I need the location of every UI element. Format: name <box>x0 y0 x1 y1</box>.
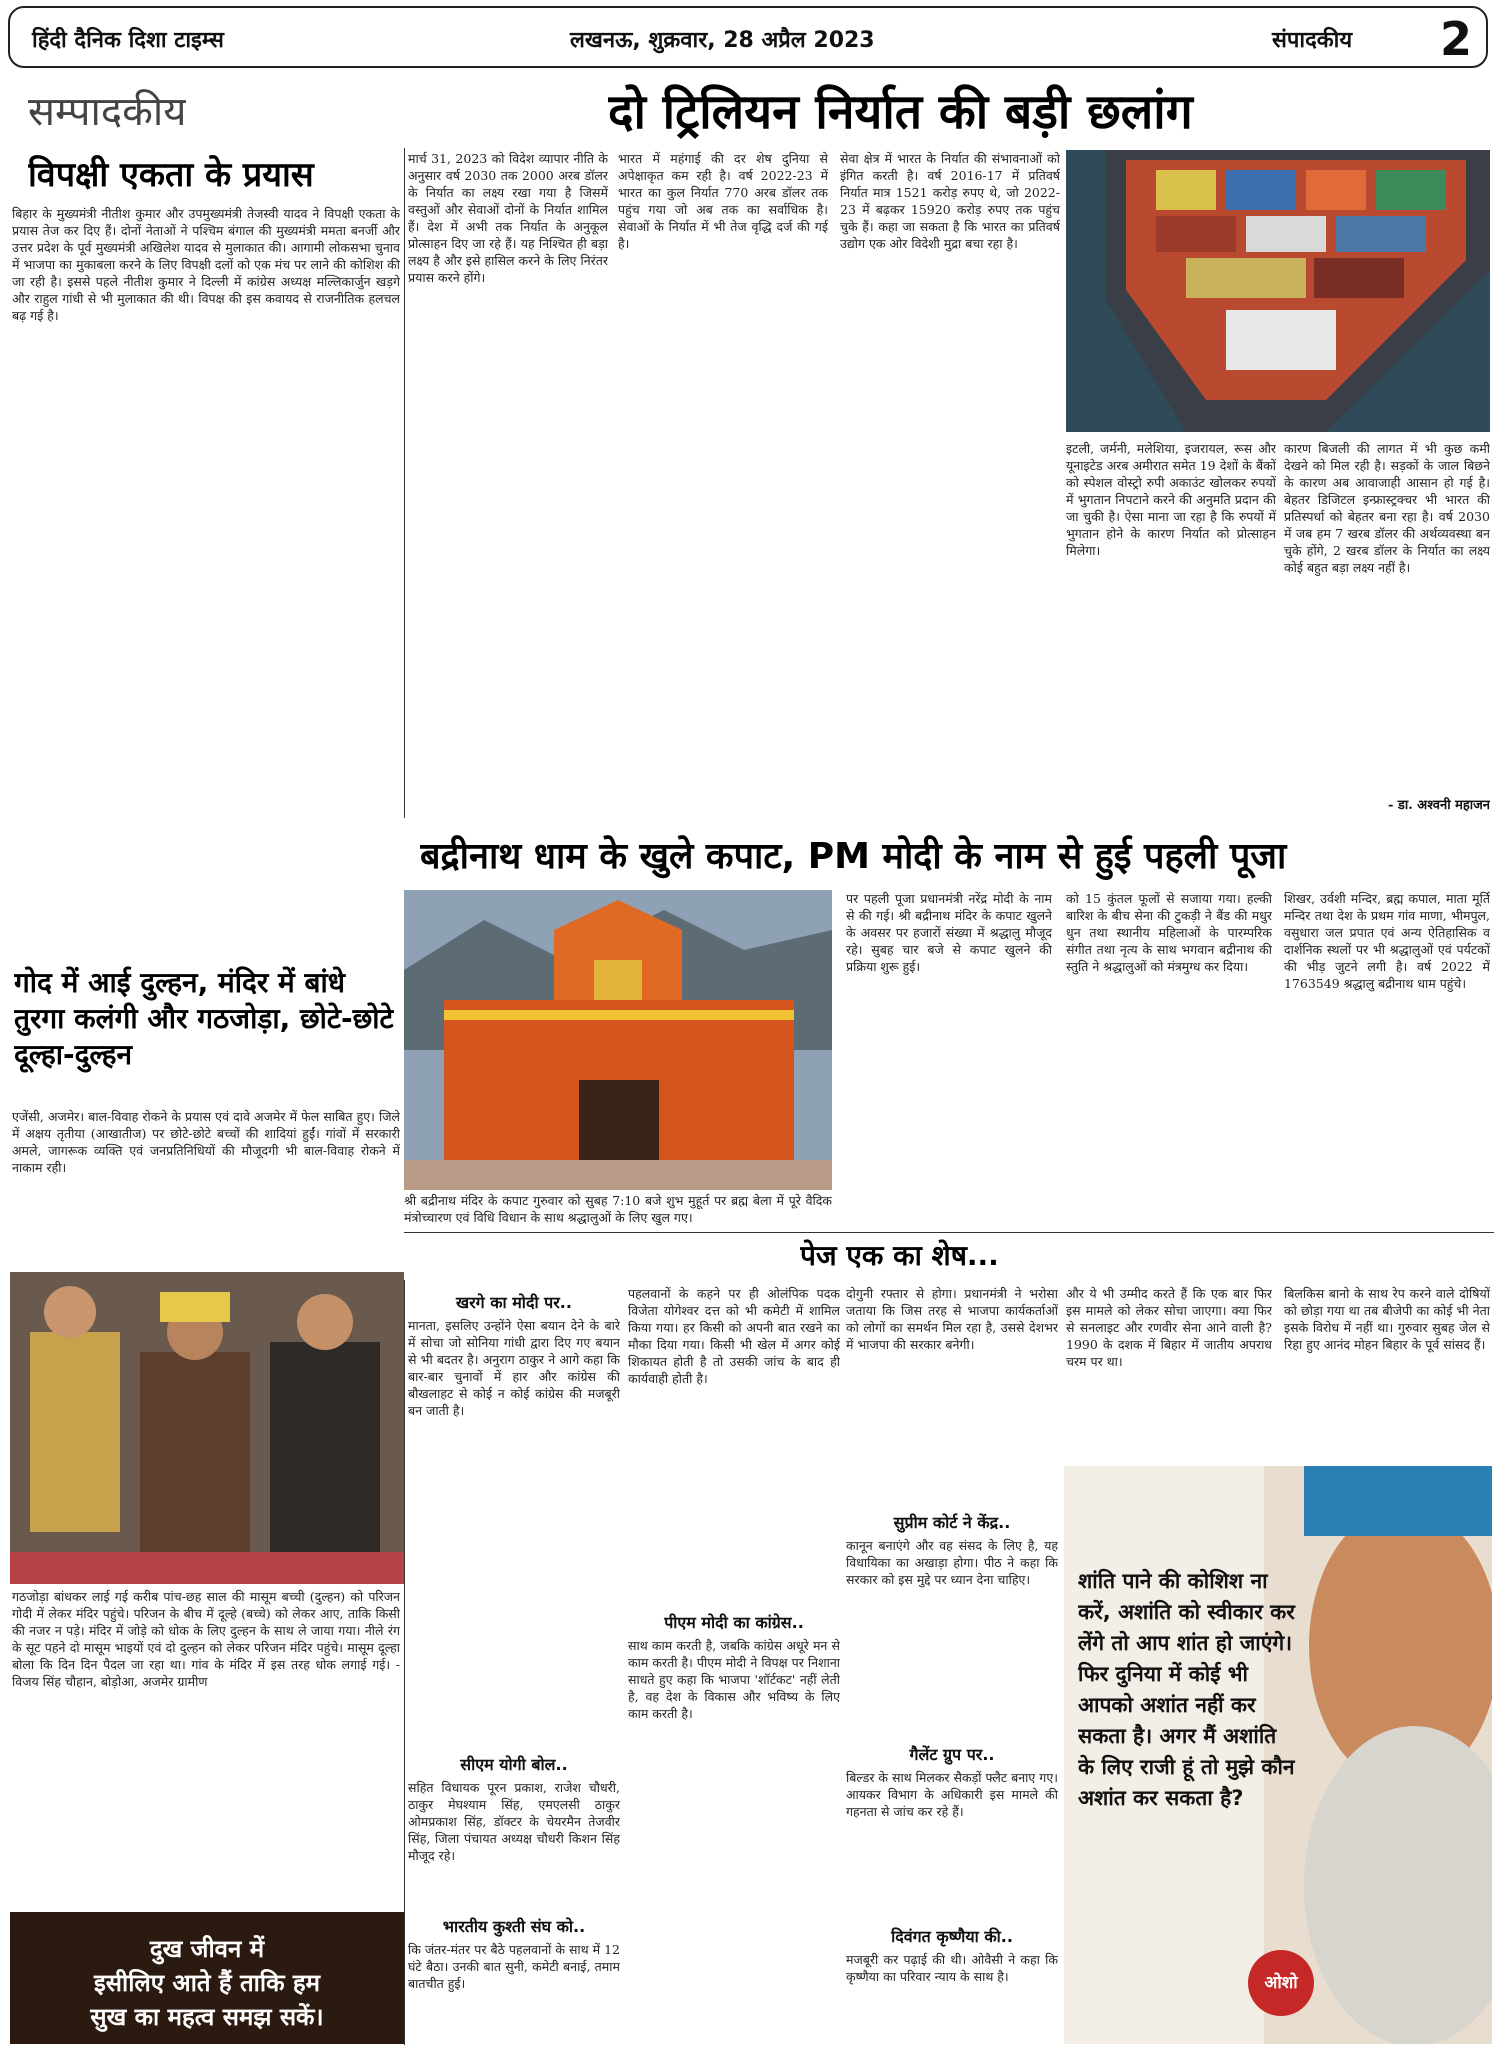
trade-headline: दो ट्रिलियन निर्यात की बड़ी छलांग <box>608 84 1193 140</box>
child-marriage-intro: एजेंसी, अजमेर। बाल-विवाह रोकने के प्रयास एवं दावे अजमेर में फेल साबित हुए। जिले में अक्षय तृतीया (आखातीज) पर छोटे-छोटे बच्चों की शादियां हुईं। गांवों में सरकारी अमले, जागरूक व्यक्ति एवं जनप्रतिनिधियों की मौजूदगी भी बाल-विवाह रोकने में नाकाम रही। <box>12 1109 400 1175</box>
rest-col-5-body: बिलकिस बानो के साथ रेप करने वाले दोषियों को छोड़ा गया था तब बीजेपी का कोई भी नेता इसके विरोध में नहीं था। गुरुवार सुबह जेल से रिहा हुए आनंद मोहन बिहार के पूर्व सांसद हैं। <box>1284 1286 1490 1352</box>
congress-head: पीएम मोदी का कांग्रेस.. <box>664 1613 804 1632</box>
badrinath-col-3: शिखर, उर्वशी मन्दिर, ब्रह्म कपाल, माता मूर्ति मन्दिर तथा देश के प्रथम गांव माणा, भीमपुल, वसुधारा जल प्रपात एवं अन्य ऐतिहासिक व दार्शनिक स्थलों पर भी श्रद्धालुओं एवं पर्यटकों की भीड़ जुटने लगी है। वर्ष 2022 में 1763549 श्रद्धालु बद्रीनाथ धाम पहुंचे। <box>1284 891 1490 991</box>
quote-line-1: दुख जीवन में <box>149 1935 265 1963</box>
wrestlers-body: पहलवानों के कहने पर ही ओलंपिक पदक विजेता योगेश्वर दत्त को भी कमेटी में शामिल किया गया। हर किसी को अपनी बात रखने का मौका दिया गया। किसी भी खेल में अगर कोई शिकायत होती है तो उसकी जांच के बाद ही कार्यवाही होती है। <box>628 1286 840 1386</box>
trade-col-4: इटली, जर्मनी, मलेशिया, इजरायल, रूस और यूनाइटेड अरब अमीरात समेत 19 देशों के बैंकों को स्पेशल वोस्ट्रो रुपी अकाउंट खोलकर रुपयों में भुगतान निपटाने करने की अनुमति प्रदान की जा चुकी है। ऐसा माना जा रहा है कि रुपयों में भुगतान होने के कारण निर्यात को प्रोत्साहन मिलेगा। <box>1066 441 1276 558</box>
yogi-head: सीएम योगी बोल.. <box>460 1755 568 1774</box>
krishnaiya-head: दिवंगत कृष्णैया की.. <box>891 1927 1013 1946</box>
dateline: लखनऊ, शुक्रवार, 28 अप्रैल 2023 <box>570 28 875 53</box>
temple-caption: श्री बद्रीनाथ मंदिर के कपाट गुरुवार को सुबह 7:10 बजे शुभ मुहूर्त पर ब्रह्म बेला में पूरे वैदिक मंत्रोच्चारण एवं विधि विधान के साथ श्रद्धालुओं के लिए खुल गए। <box>404 1193 832 1225</box>
column-rule <box>404 1280 405 2045</box>
rest-col-3-body: दोगुनी रफ्तार से होगा। प्रधानमंत्री ने भरोसा जताया कि जिस तरह से भाजपा कार्यकर्ताओं को लोगों का समर्थन मिल रहा है, उससे देशभर में भाजपा की सरकार बनेगी। <box>846 1286 1058 1352</box>
temple-photo <box>404 890 832 1190</box>
court-body: कानून बनाएंगे और वह संसद के लिए है, यह विधायिका का अखाड़ा होगा। पीठ ने कहा कि सरकार को इस मुद्दे पर ध्यान देना चाहिए। <box>846 1538 1058 1587</box>
section-label: सम्पादकीय <box>28 89 187 135</box>
section-name: संपादकीय <box>1272 28 1353 53</box>
page-one-rest-title: पेज एक का शेष... <box>800 1239 999 1272</box>
galaxy-body: बिल्डर के साथ मिलकर सैकड़ों फ्लैट बनाए गए। आयकर विभाग के अधिकारी इस मामले की गहनता से जांच कर रहे हैं। <box>846 1770 1058 1819</box>
paper-name: हिंदी दैनिक दिशा टाइम्स <box>32 28 224 53</box>
wedding-photo <box>10 1272 404 1584</box>
congress-body: साथ काम करती है, जबकि कांग्रेस अधूरे मन से काम करती है। पीएम मोदी ने विपक्ष पर निशाना साधते हुए कहा कि भाजपा 'शॉर्टकट' नहीं लेती है, वह देश के विकास और भविष्य के लिए काम करती है। <box>628 1638 840 1721</box>
cargo-ship-photo <box>1066 150 1490 432</box>
badrinath-col-2: को 15 कुंतल फूलों से सजाया गया। हल्की बारिश के बीच सेना की टुकड़ी ने बैंड की मधुर धुन तथा स्थानीय महिलाओं के पारम्परिक संगीत तथा नृत्य के साथ भगवान बद्रीनाथ की स्तुति ने श्रद्धालुओं को मंत्रमुग्ध कर दिया। <box>1066 891 1272 974</box>
quote-line-2: इसीलिए आते हैं ताकि हम <box>94 1969 320 1997</box>
galaxy-head: गैलेंट ग्रुप पर.. <box>909 1745 995 1764</box>
child-marriage-body: गठजोड़ा बांधकर लाई गई करीब पांच-छह साल की मासूम बच्ची (दुल्हन) को परिजन गोदी में लेकर मंदिर पहुंचे। परिजन के बीच में दूल्हे (बच्चे) को लेकर आए, ताकि किसी की नजर न पड़े। मंदिर में जोड़े को धोक के लिए दुल्हन के साथ ले जाया गया। नीले रंग के सूट पहने दो मासूम भाइयों एवं दो दुल्हन को लेकर परिजन मंदिर पहुंचे। मासूम दूल्हा बोला कि दिन दिन पैदल जा रहा था। गांव के मंदिर में इस तरह धोक लगाई गई। - विजय सिंह चौहान, बोड़ोआ, अजमेर ग्रामीण <box>12 1589 400 1689</box>
kharge-head: खरगे का मोदी पर.. <box>456 1293 572 1312</box>
badrinath-headline: बद्रीनाथ धाम के खुले कपाट, PM मोदी के नाम से हुई पहली पूजा <box>420 836 1287 877</box>
trade-col-3: सेवा क्षेत्र में भारत के निर्यात की संभावनाओं को इंगित करती है। वर्ष 2016-17 में प्रतिवर्ष निर्यात मात्र 1521 करोड़ रुपए थे, जो 2022-23 में बढ़कर 15920 करोड़ रुपए तक पहुंच चुके हैं। कहा जा सकता है कि भारत का प्रतिवर्ष उद्योग एक ओर विदेशी मुद्रा बचा रहा है। <box>840 151 1060 251</box>
trade-col-5: कारण बिजली की लागत में भी कुछ कमी देखने को मिल रही है। सड़कों के जाल बिछने के कारण अब आवाजाही आसान हो गई है। बेहतर डिजिटल इन्फ्रास्ट्रक्चर भी भारत की प्रतिस्पर्धा को बेहतर बना रहा है। वर्ष 2030 में जब हम 7 खरब डॉलर की अर्थव्यवस्था बन चुके होंगे, 2 खरब डॉलर के निर्यात का लक्ष्य कोई बहुत बड़ा लक्ष्य नहीं है। <box>1284 441 1490 575</box>
court-head: सुप्रीम कोर्ट ने केंद्र.. <box>893 1513 1011 1532</box>
section-divider <box>404 1232 1494 1233</box>
column-rule <box>404 148 405 818</box>
rest-col-4-body: और ये भी उम्मीद करते हैं कि एक बार फिर इस मामले को लेकर सोचा जाएगा। क्या फिर से सनलाइट और रणवीर सेना आने वाली है? 1990 के दशक में बिहार में जातीय अपराध चरम पर था। <box>1066 1286 1272 1369</box>
kharge-body: मानता, इसलिए उन्होंने ऐसा बयान देने के बारे में सोचा जो सोनिया गांधी द्वारा दिए गए बयान से भी बदतर है। अनुराग ठाकुर ने आगे कहा कि बार-बार चुनावों में हार और कांग्रेस की बौखलाहट से कोई न कोई कांग्रेस की मजबूरी बन जाती है। <box>408 1318 620 1418</box>
trade-col-1: मार्च 31, 2023 को विदेश व्यापार नीति के अनुसार वर्ष 2030 तक 2000 अरब डॉलर के निर्यात का लक्ष्य रखा गया है जिसमें वस्तुओं और सेवाओं दोनों के निर्यात शामिल हैं। देश में अभी तक निर्यात के अनुकूल प्रोत्साहन दिए जा रहे हैं। यह निश्चित ही बड़ा लक्ष्य है और इसे हासिल करने के लिए निरंतर प्रयास करने होंगे। <box>408 151 608 285</box>
trade-byline: - डा. अश्वनी महाजन <box>1388 798 1490 813</box>
child-marriage-headline: गोद में आई दुल्हन, मंदिर में बांधे तुरगा कलंगी और गठजोड़ा, छोटे-छोटे दूल्हा-दुल्हन <box>14 966 394 1071</box>
yogi-body: सहित विधायक पूरन प्रकाश, राजेश चौधरी, ठाकुर मेघश्याम सिंह, एमएलसी ठाकुर ओमप्रकाश सिंह, डॉक्टर के चेयरमैन तेजवीर सिंह, जिला पंचायत अध्यक्ष चौधरी किशन सिंह मौजूद रहे। <box>408 1780 620 1863</box>
trade-col-2: भारत में महंगाई की दर शेष दुनिया से अपेक्षाकृत कम रही है। वर्ष 2022-23 में भारत का कुल निर्यात 770 अरब डॉलर तक पहुंच गया जो अब तक का सर्वाधिक है। सेवाओं के निर्यात में भी तेज वृद्धि दर्ज की गई है। <box>618 151 828 251</box>
page-number: 2 <box>1439 12 1472 66</box>
osho-quote-text: शांति पाने की कोशिश ना करें, अशांति को स्वीकार कर लेंगे तो आप शांत हो जाएंगे। फिर दुनिया में कोई भी आपको अशांत नहीं कर सकता है। अगर मैं अशांति के लिए राजी हूं तो मुझे कौन अशांत कर सकता है? <box>1078 1569 1295 1810</box>
opposition-body: बिहार के मुख्यमंत्री नीतीश कुमार और उपमुख्यमंत्री तेजस्वी यादव ने विपक्षी एकता के प्रयास तेज कर दिए हैं। दोनों नेताओं ने पश्चिम बंगाल की मुख्यमंत्री ममता बनर्जी और उत्तर प्रदेश के पूर्व मुख्यमंत्री अखिलेश यादव से मुलाकात की। आगामी लोकसभा चुनाव में भाजपा का मुकाबला करने के लिए विपक्षी दलों को एक मंच पर लाने की कोशिश की जा रही है। इससे पहले नीतीश कुमार ने दिल्ली में कांग्रेस अध्यक्ष मल्लिकार्जुन खड़गे और राहुल गांधी से भी मुलाकात की थी। विपक्ष की इस कवायद से राजनीतिक हलचल बढ़ गई है। <box>12 206 400 323</box>
quote-banner <box>10 1912 404 2044</box>
badrinath-col-1: पर पहली पूजा प्रधानमंत्री नरेंद्र मोदी के नाम से की गई। श्री बद्रीनाथ मंदिर के कपाट खुलने के अवसर पर हजारों संख्या में श्रद्धालु मौजूद रहे। सुबह चार बजे से कपाट खुलने की प्रक्रिया शुरू हुई। <box>846 891 1052 974</box>
rest-col-1 <box>408 1285 620 2045</box>
quote-line-3: सुख का महत्व समझ सकें। <box>90 2003 324 2031</box>
wrestling-body: कि जंतर-मंतर पर बैठे पहलवानों के साथ में 12 घंटे बैठा। उनकी बात सुनी, कमेटी बनाई, तमाम बातचीत हुई। <box>408 1942 620 1991</box>
rest-col-3 <box>846 1285 1058 2045</box>
krishnaiya-body: मजबूरी कर पढ़ाई की थी। ओवैसी ने कहा कि कृष्णैया का परिवार न्याय के साथ है। <box>846 1952 1058 1984</box>
wrestling-head: भारतीय कुश्ती संघ को.. <box>442 1917 586 1936</box>
opposition-headline: विपक्षी एकता के प्रयास <box>28 155 314 195</box>
rest-col-2 <box>628 1285 840 2045</box>
osho-quote-box <box>1064 1466 1492 2044</box>
masthead <box>8 6 1488 68</box>
osho-badge: ओशो <box>1248 1950 1314 2016</box>
